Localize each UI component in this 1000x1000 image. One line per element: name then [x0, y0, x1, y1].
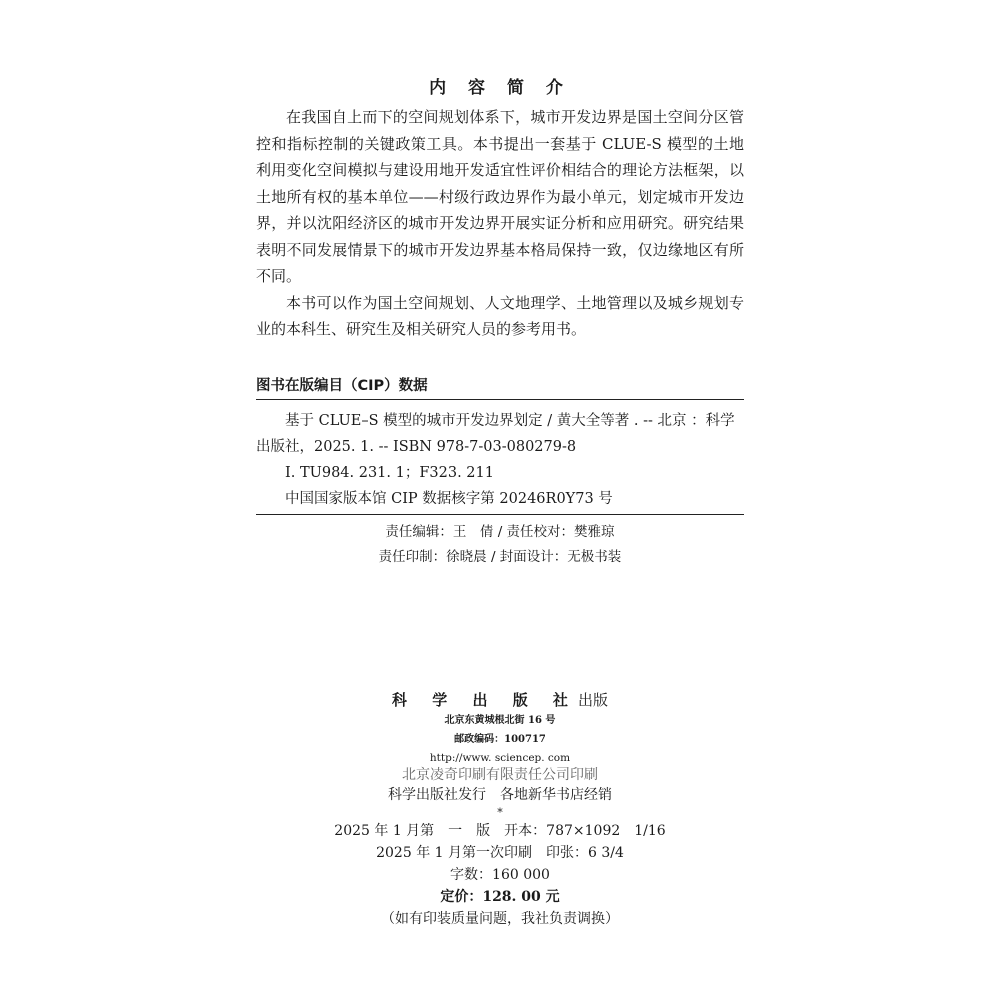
colophon-block	[256, 784, 744, 930]
cip-record	[256, 408, 744, 512]
intro-paragraph: 本书可以作为国土空间规划、人文地理学、土地管理以及城乡规划专业的本科生、研究生及相关研究人员的参考用书。	[256, 293, 744, 338]
cip-top-rule	[256, 399, 744, 400]
printer-line: 北京凌奇印刷有限责任公司印刷	[402, 767, 598, 783]
cip-classification: Ⅰ. TU984. 231. 1；F323. 211	[285, 465, 494, 481]
separator-star: *	[497, 806, 503, 819]
cip-line: 出版社，2025. 1. -- ISBN 978-7-03-080279-8	[256, 439, 577, 455]
printing-line: 2025 年 1 月第一次印刷 印张：6 3/4	[376, 845, 624, 861]
cip-bottom-rule	[256, 514, 744, 515]
publisher-postcode: 邮政编码：100717	[454, 734, 546, 745]
publisher-block	[256, 689, 744, 768]
editors-line: 责任印制：徐晓晨 / 封面设计：无极书装	[378, 549, 622, 565]
publisher-url: http://www. sciencep. com	[429, 752, 571, 764]
cip-number: 中国国家版本馆 CIP 数据核字第 20246R0Y73 号	[285, 491, 613, 507]
wordcount-line: 字数：160 000	[450, 867, 550, 883]
edition-line: 2025 年 1 月第 一 版 开本：787×1092 1/16	[334, 823, 666, 839]
publisher-name: 科 学 出 版 社	[392, 691, 578, 709]
quality-note: （如有印装质量问题，我社负责调换）	[381, 911, 619, 927]
cip-title: 图书在版编目（CIP）数据	[256, 378, 428, 394]
editors-line: 责任编辑：王 倩 / 责任校对：樊雅琼	[385, 524, 615, 540]
intro-title: 内 容 简 介	[429, 78, 571, 98]
distribution-line: 科学出版社发行 各地新华书店经销	[388, 787, 612, 803]
publisher-address: 北京东黄城根北街 16 号	[444, 715, 556, 726]
editors-block	[256, 520, 744, 570]
price-line: 定价：128. 00 元	[440, 889, 560, 905]
publisher-suffix: 出版	[577, 691, 608, 709]
intro-text	[256, 104, 744, 343]
intro-paragraph: 在我国自上而下的空间规划体系下，城市开发边界是国土空间分区管控和指标控制的关键政策工具。本书提出一套基于 CLUE-S 模型的土地利用变化空间模拟与建设用地开发适宜性评价相结合的理论方法框架，以土地所有权的基本单位——村级行政边界作为最小单元，划定城市开发边界，并以沈阳经济区的城市开发边界开展实证分析和应用研究。研究结果表明不同发展情景下的城市开发边界基本格局保持一致，仅边缘地区有所不同。	[256, 108, 744, 285]
cip-line: 基于 CLUE–S 模型的城市开发边界划定 / 黄大全等著 . -- 北京 ：科学	[285, 413, 735, 429]
